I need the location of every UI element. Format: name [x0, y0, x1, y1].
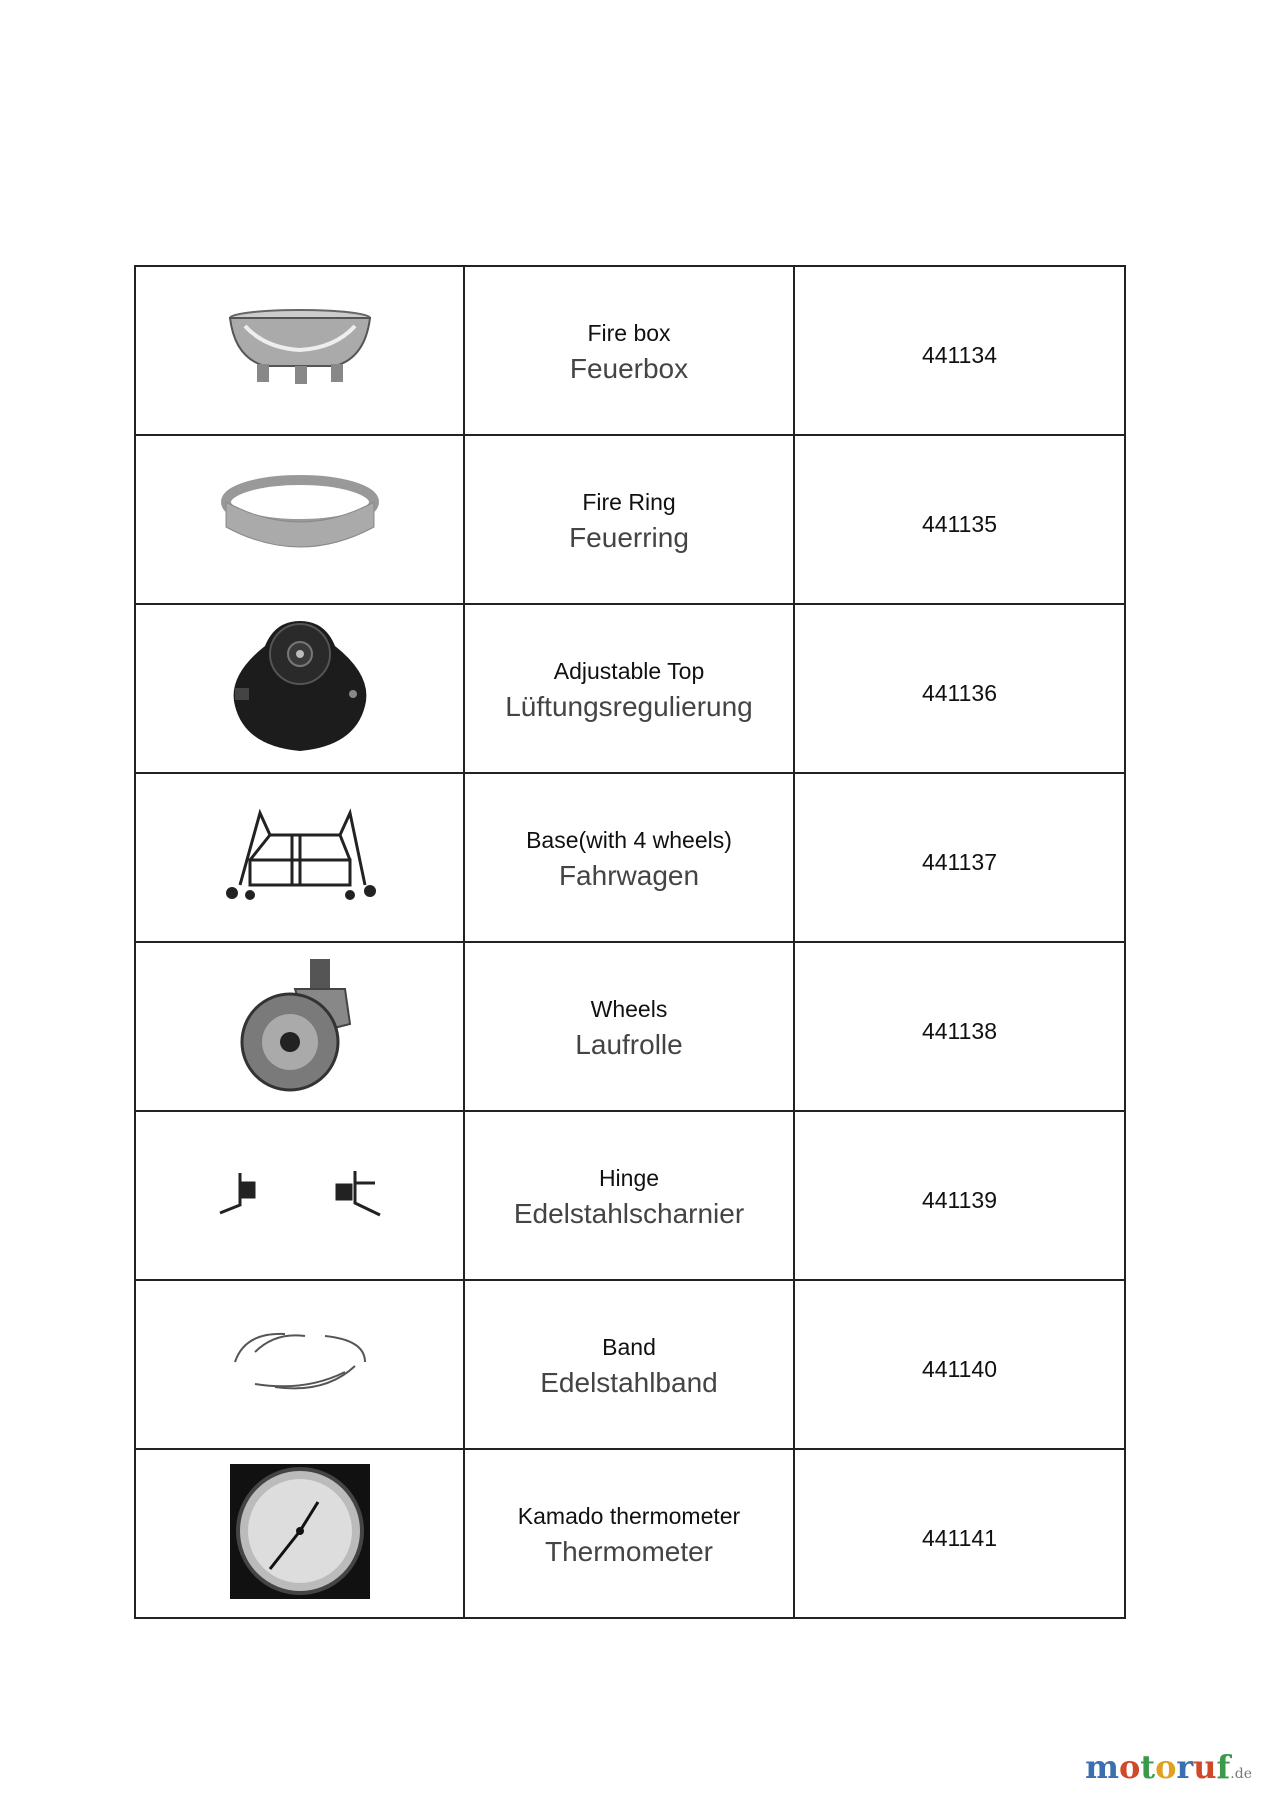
brand-letter: f — [1216, 1748, 1231, 1786]
part-name-cell — [464, 1449, 794, 1618]
brand-letter: o — [1155, 1748, 1177, 1786]
table-row — [135, 1449, 1125, 1618]
part-name-cell — [464, 604, 794, 773]
part-name-en: Base(with 4 wheels) — [526, 827, 732, 853]
part-number-cell — [794, 773, 1125, 942]
part-image-cell — [135, 1280, 464, 1449]
part-name-de: Feuerbox — [569, 353, 689, 384]
part-image-cell — [135, 773, 464, 942]
table-row — [135, 604, 1125, 773]
part-number: 441135 — [921, 511, 998, 537]
part-number: 441141 — [921, 1525, 998, 1551]
part-name-en: Fire Ring — [582, 489, 676, 515]
brand-letter: t — [1140, 1748, 1156, 1786]
part-number-cell — [794, 266, 1125, 435]
part-name-de: Feuerring — [569, 522, 689, 553]
part-number: 441140 — [921, 1356, 998, 1382]
hinge-icon — [215, 1163, 385, 1223]
part-name-en: Fire box — [587, 320, 671, 346]
part-name-en: Band — [602, 1334, 656, 1360]
part-name-cell — [464, 1280, 794, 1449]
part-number-cell — [794, 1449, 1125, 1618]
brand-letter: r — [1176, 1748, 1194, 1786]
table-row — [135, 435, 1125, 604]
band-icon — [225, 1322, 375, 1402]
part-number-cell — [794, 1280, 1125, 1449]
part-image-cell — [135, 1449, 464, 1618]
part-image-cell — [135, 266, 464, 435]
part-image-cell — [135, 435, 464, 604]
brand-logo — [1085, 1748, 1252, 1786]
part-number-cell — [794, 942, 1125, 1111]
base-cart-icon — [220, 805, 380, 905]
part-name-de: Thermometer — [544, 1536, 714, 1567]
part-image-cell — [135, 942, 464, 1111]
part-name-en: Kamado thermometer — [517, 1503, 741, 1529]
brand-letter: o — [1118, 1748, 1141, 1786]
part-name-en: Hinge — [598, 1165, 660, 1191]
part-number-cell — [794, 435, 1125, 604]
table-row — [135, 1111, 1125, 1280]
part-name-de: Fahrwagen — [558, 860, 700, 891]
brand-letter: u — [1193, 1748, 1217, 1786]
part-name-cell — [464, 1111, 794, 1280]
part-name-de: Edelstahlband — [540, 1367, 718, 1398]
brand-tld: .de — [1230, 1766, 1252, 1782]
fire-ring-icon — [220, 472, 380, 562]
part-number: 441137 — [921, 849, 998, 875]
part-name-de: Lüftungsregulierung — [505, 691, 753, 722]
part-image-cell — [135, 604, 464, 773]
part-name-de: Edelstahlscharnier — [513, 1198, 745, 1229]
part-number-cell — [794, 1111, 1125, 1280]
part-name-cell — [464, 435, 794, 604]
part-image-cell — [135, 1111, 464, 1280]
brand-letter: m — [1085, 1748, 1119, 1786]
part-name-de: Laufrolle — [575, 1029, 683, 1060]
part-number: 441134 — [921, 342, 998, 368]
table-row — [135, 942, 1125, 1111]
part-name-cell — [464, 773, 794, 942]
table-row — [135, 1280, 1125, 1449]
fire-box-icon — [225, 308, 375, 388]
part-name-cell — [464, 942, 794, 1111]
part-name-cell — [464, 266, 794, 435]
part-number: 441136 — [921, 680, 998, 706]
part-number: 441138 — [921, 1018, 998, 1044]
table-row — [135, 773, 1125, 942]
adjustable-top-icon — [225, 616, 375, 756]
thermometer-icon — [230, 1464, 370, 1599]
part-number-cell — [794, 604, 1125, 773]
parts-table — [134, 265, 1126, 1619]
table-row — [135, 266, 1125, 435]
caster-wheel-icon — [240, 954, 360, 1094]
part-name-en: Wheels — [590, 996, 668, 1022]
part-name-en: Adjustable Top — [553, 658, 705, 684]
part-number: 441139 — [921, 1187, 998, 1213]
